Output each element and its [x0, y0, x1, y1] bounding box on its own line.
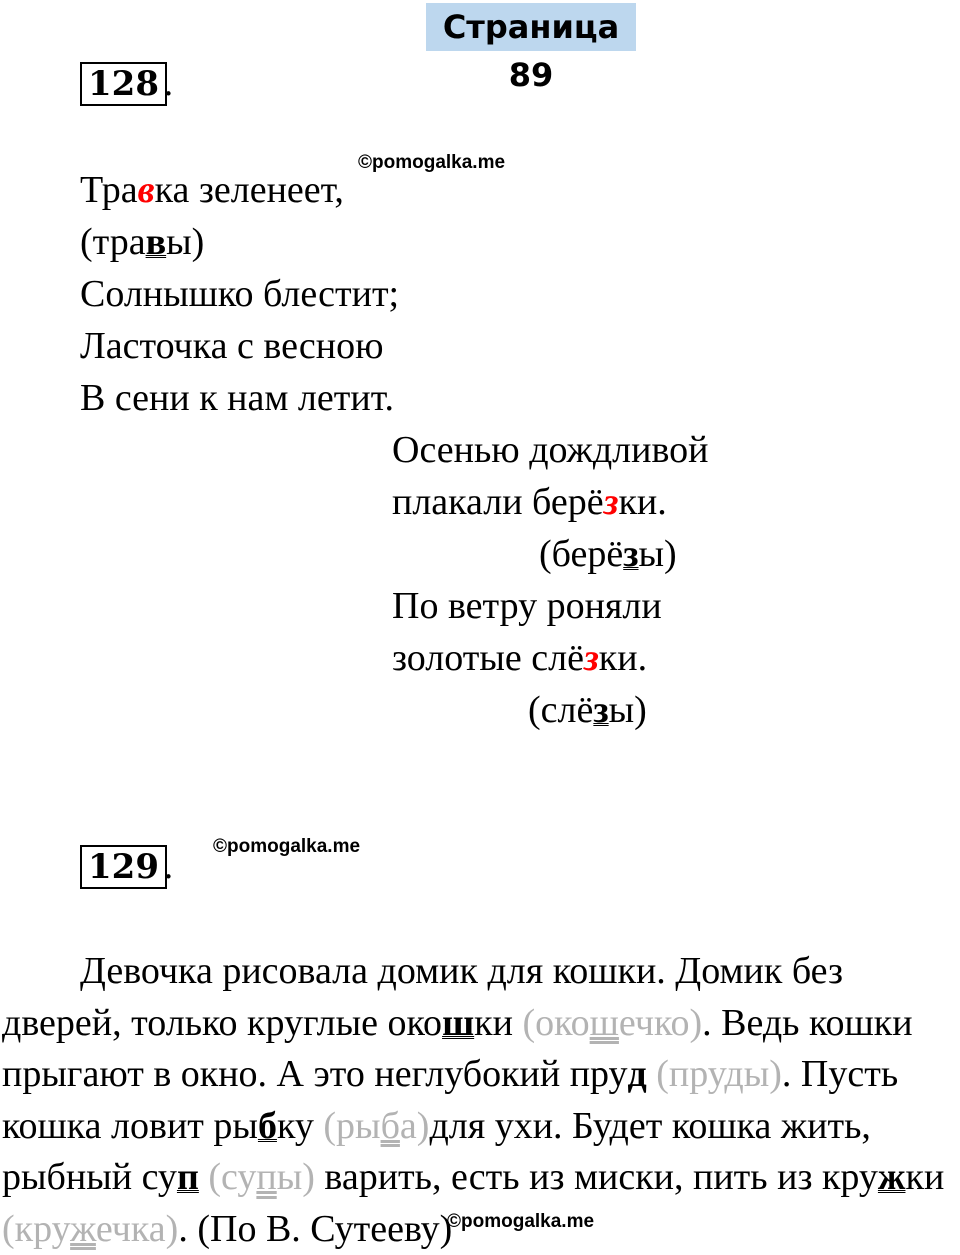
- poem-line: (слёзы): [528, 689, 647, 731]
- task-129-paragraph: Девочка рисовала домик для кошки. Домик без дверей, только круглые окошки (окошечко). Ведь кошки прыгают в окно. А это неглубокий пруд (пруды). Пусть кошка ловит рыбку (рыба)для ухи. Будет кошка жить, рыбный суп (супы) варить, есть из миски, пить из кружки (кружечка). (По В. Сутееву): [2, 950, 945, 1250]
- task-129-dot: .: [163, 847, 174, 887]
- page-title: Страница 89: [426, 3, 636, 51]
- task-128-number: 128: [80, 62, 167, 106]
- watermark-3: ©pomogalka.me: [447, 1211, 595, 1232]
- poem-line: золотые слёзки.: [392, 637, 648, 679]
- poem-line: Ласточка с весною: [80, 325, 384, 367]
- task-129-number: 129: [80, 845, 167, 889]
- poem-line: (берёзы): [539, 533, 677, 575]
- poem-line: (травы): [80, 221, 205, 263]
- poem-line: Травка зеленеет,: [80, 169, 344, 211]
- poem-line: По ветру роняли: [392, 585, 662, 627]
- poem-line: В сени к нам летит.: [80, 377, 394, 419]
- watermark-2: ©pomogalka.me: [213, 836, 361, 857]
- watermark-1: ©pomogalka.me: [358, 152, 506, 173]
- poem-line: Солнышко блестит;: [80, 273, 400, 315]
- poem-line: плакали берёзки.: [392, 481, 667, 523]
- task-128-dot: .: [163, 64, 174, 104]
- poem-line: Осенью дождливой: [392, 429, 709, 471]
